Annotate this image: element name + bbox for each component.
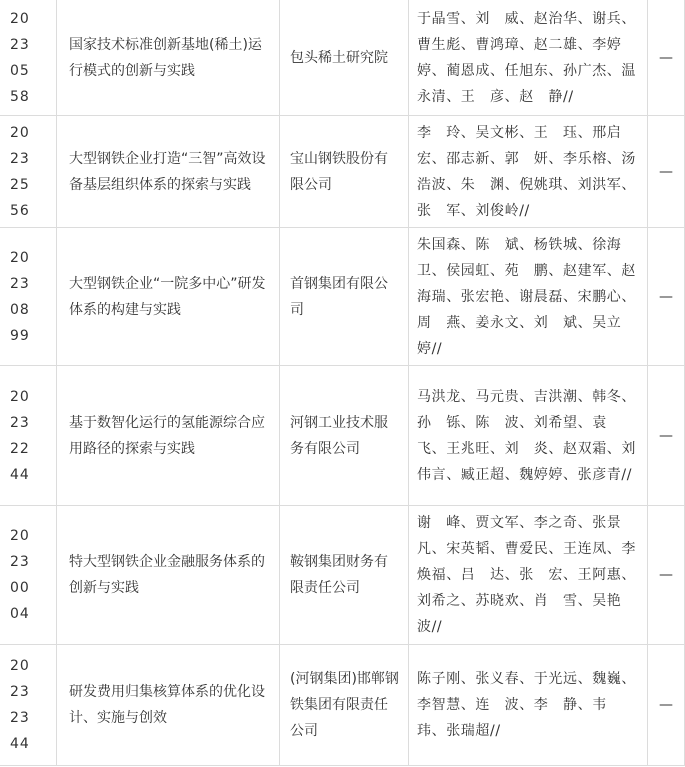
project-unit: 宝山钢铁股份有限公司 [280,116,409,228]
project-unit: 河钢工业技术服务有限公司 [280,366,409,506]
project-code: 20232556 [0,116,57,228]
project-code: 20230558 [0,0,57,116]
table-row [0,228,685,366]
project-members: 于晶雪、刘 威、赵治华、谢兵、曹生彪、曹鸿璋、赵二雄、李婷婷、蔺恩成、任旭东、孙广杰、温永清、王 彦、赵 静// [409,0,648,116]
project-mark: — [648,0,685,116]
project-members: 马洪龙、马元贵、吉洪潮、韩冬、孙 铄、陈 波、刘希望、袁 飞、王兆旺、刘 炎、赵双霜、刘伟言、臧正超、魏婷婷、张彦青// [409,366,648,506]
project-members: 谢 峰、贾文军、李之奇、张景凡、宋英韬、曹爱民、王连凤、李焕福、吕 达、张 宏、王阿惠、刘希之、苏晓欢、肖 雪、吴艳波// [409,506,648,645]
project-title: 基于数智化运行的氢能源综合应用路径的探索与实践 [57,366,280,506]
table-row [0,506,685,645]
project-code: 20230004 [0,506,57,645]
project-code: 20232344 [0,645,57,766]
project-members: 朱国森、陈 斌、杨铁城、徐海卫、侯园虹、苑 鹏、赵建军、赵海瑞、张宏艳、谢晨磊、宋鹏心、周 燕、姜永文、刘 斌、吴立婷// [409,228,648,366]
project-code: 20230899 [0,228,57,366]
project-title: 大型钢铁企业打造“三智”高效设备基层组织体系的探索与实践 [57,116,280,228]
project-unit: (河钢集团)邯郸钢铁集团有限责任公司 [280,645,409,766]
table-row [0,0,685,116]
project-mark: — [648,366,685,506]
table-row [0,116,685,228]
table-row [0,645,685,766]
project-unit: 包头稀土研究院 [280,0,409,116]
project-mark: — [648,645,685,766]
project-title: 大型钢铁企业“一院多中心”研发体系的构建与实践 [57,228,280,366]
project-mark: — [648,116,685,228]
project-members: 陈子刚、张义春、于光远、魏巍、李智慧、连 波、李 静、韦 玮、张瑞超// [409,645,648,766]
project-mark: — [648,506,685,645]
project-title: 特大型钢铁企业金融服务体系的创新与实践 [57,506,280,645]
project-title: 国家技术标准创新基地(稀土)运行模式的创新与实践 [57,0,280,116]
table-row [0,366,685,506]
project-mark: — [648,228,685,366]
project-members: 李 玲、吴文彬、王 珏、邢启宏、邵志新、郭 妍、李乐榕、汤浩波、朱 渊、倪姚琪、刘洪军、张 军、刘俊岭// [409,116,648,228]
project-title: 研发费用归集核算体系的优化设计、实施与创效 [57,645,280,766]
project-unit: 鞍钢集团财务有限责任公司 [280,506,409,645]
project-unit: 首钢集团有限公司 [280,228,409,366]
project-code: 20232244 [0,366,57,506]
